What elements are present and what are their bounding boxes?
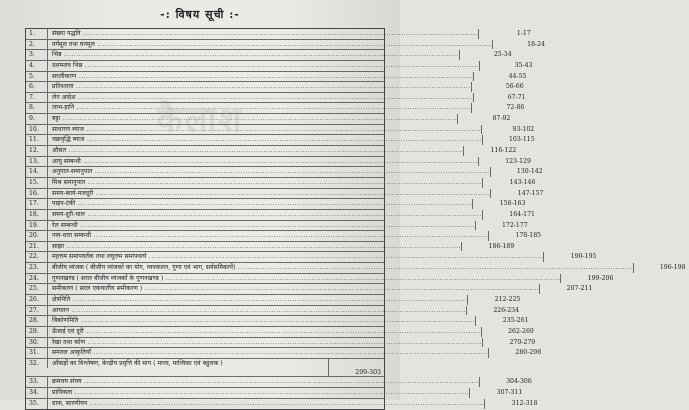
- toc-topic-text: भिन्न: [52, 51, 62, 59]
- toc-topic: [48, 252, 543, 262]
- toc-row: [26, 327, 534, 338]
- toc-topic-text: ऊँचाई एवं दूरी: [52, 327, 84, 335]
- toc-number: 25.: [26, 284, 48, 294]
- toc-row: [26, 82, 524, 93]
- dot-leader: ................................................................................................................................................................: [60, 115, 458, 123]
- dot-leader: ................................................................................................................................................................: [74, 104, 472, 112]
- toc-number: 9.: [26, 114, 48, 124]
- toc-topic-text: बीजीय व्यंजक ( बीजीय व्यंजकों का योग, व्यवकलन, गुणा एवं भाग, सर्वसमिकायें): [52, 264, 236, 272]
- toc-number: 20.: [26, 231, 48, 241]
- toc-page-range: 304-306: [479, 377, 535, 387]
- toc-topic: [48, 199, 472, 209]
- toc-topic: [48, 61, 479, 71]
- contents-table: [25, 28, 686, 410]
- toc-topic-text: वर्गमूल तथा घनमूल: [52, 40, 95, 48]
- toc-topic: [48, 327, 481, 337]
- toc-topic: [48, 399, 484, 410]
- toc-page-range: 1-17: [478, 29, 534, 39]
- toc-topic: [48, 82, 471, 92]
- toc-row: [26, 399, 538, 410]
- dot-leader: ................................................................................................................................................................: [82, 61, 480, 69]
- toc-row: [26, 93, 526, 104]
- dot-leader: ................................................................................................................................................................: [80, 30, 478, 37]
- dot-leader: ................................................................................................................................................................: [85, 338, 483, 346]
- dot-leader: ................................................................................................................................................................: [90, 349, 489, 357]
- toc-row: [26, 157, 531, 168]
- toc-topic-text: त्रिकोणमिति: [52, 317, 79, 325]
- toc-topic-text: चक्रवृद्धि ब्याज: [52, 136, 85, 144]
- dot-leader: ................................................................................................................................................................: [70, 296, 468, 304]
- toc-page-range: 72-86: [471, 103, 527, 113]
- dot-leader: ................................................................................................................................................................: [146, 253, 544, 261]
- toc-topic: [48, 93, 473, 103]
- toc-topic: [48, 125, 481, 135]
- toc-topic: [48, 306, 466, 316]
- toc-topic-text: रेखा तथा कोण: [52, 338, 86, 346]
- toc-page-range: 67-71: [473, 93, 529, 103]
- toc-page-range: 207-211: [539, 284, 595, 294]
- toc-row: [26, 114, 511, 125]
- toc-topic: [48, 114, 457, 124]
- toc-row: [26, 29, 531, 40]
- toc-number: 2.: [26, 40, 48, 50]
- dot-leader: ................................................................................................................................................................: [64, 242, 462, 250]
- toc-number: 1.: [26, 29, 48, 39]
- dot-leader: ................................................................................................................................................................: [84, 136, 482, 144]
- toc-topic-text: आयु सम्बन्धी: [52, 157, 81, 165]
- dot-leader: ................................................................................................................................................................: [72, 389, 470, 396]
- toc-topic-text: रेल सम्बन्धी: [52, 221, 78, 229]
- toc-row: [26, 40, 545, 51]
- toc-number: 13.: [26, 157, 48, 167]
- toc-number: 35.: [26, 399, 48, 410]
- toc-topic-text: समीकरण ( सरल एकघातीय समीकरण ): [52, 285, 143, 293]
- toc-topic: [48, 189, 490, 199]
- dot-leader: ................................................................................................................................................................: [94, 40, 492, 48]
- toc-number: 4.: [26, 61, 48, 71]
- toc-page-range: 143-146: [482, 178, 538, 188]
- toc-topic-text: बट्टा: [52, 115, 61, 123]
- toc-row: [26, 263, 686, 274]
- toc-page-range: 158-163: [472, 199, 528, 209]
- dot-leader: ................................................................................................................................................................: [85, 178, 483, 186]
- toc-row: [26, 295, 521, 306]
- toc-topic: [48, 231, 488, 241]
- toc-number: 31.: [26, 348, 48, 358]
- toc-row: [26, 125, 535, 136]
- toc-row: [26, 221, 528, 232]
- toc-number: 15.: [26, 178, 48, 188]
- toc-number: 17.: [26, 199, 48, 209]
- toc-topic-text: ग्राफ, सारणीयन: [52, 399, 88, 407]
- toc-topic-text: साझा: [52, 242, 65, 250]
- dot-leader: ................................................................................................................................................................: [163, 274, 561, 282]
- toc-topic: [48, 348, 488, 358]
- toc-number: 27.: [26, 306, 48, 316]
- toc-number: 26.: [26, 295, 48, 305]
- toc-number: 7.: [26, 93, 48, 103]
- toc-topic: [48, 263, 633, 273]
- toc-topic-text: सरलीकरण: [52, 72, 77, 80]
- toc-number: 23.: [26, 263, 48, 273]
- toc-topic-text: मिश्र समानुपात: [52, 178, 86, 186]
- toc-topic-text: प्रतिशतता: [52, 83, 74, 91]
- dot-leader: ................................................................................................................................................................: [68, 306, 467, 314]
- toc-topic-text: समय-दूरी-चाल: [52, 210, 85, 218]
- toc-page-range: 164-171: [482, 210, 538, 220]
- toc-row: [26, 316, 529, 327]
- toc-topic: [48, 316, 475, 326]
- dot-leader: ................................................................................................................................................................: [235, 264, 633, 272]
- toc-topic: [48, 50, 459, 60]
- toc-page-range: 299-303: [328, 359, 384, 377]
- dot-leader: ................................................................................................................................................................: [142, 285, 540, 293]
- toc-page-range: 44-55: [473, 72, 529, 82]
- toc-topic: [48, 274, 560, 284]
- toc-page-range: 196-198: [633, 263, 689, 273]
- toc-row: [26, 306, 520, 317]
- toc-topic: [48, 29, 478, 39]
- toc-row: [26, 178, 536, 189]
- dot-leader: ................................................................................................................................................................: [75, 93, 473, 101]
- toc-topic: [48, 103, 471, 113]
- toc-number: 8.: [26, 103, 48, 113]
- toc-topic: [48, 72, 473, 82]
- toc-page-range: 212-225: [467, 295, 523, 305]
- toc-page-range: 93-102: [481, 125, 537, 135]
- dot-leader: ................................................................................................................................................................: [76, 72, 474, 80]
- toc-topic: [48, 40, 492, 50]
- toc-page-range: 103-115: [482, 135, 538, 145]
- toc-page-range: 123-129: [478, 157, 534, 167]
- toc-topic-text: लाभ-हानि: [52, 104, 75, 112]
- toc-page-range: 116-122: [463, 146, 519, 156]
- toc-number: 11.: [26, 135, 48, 145]
- toc-row: [26, 377, 532, 388]
- toc-page-range: 280-298: [488, 348, 544, 358]
- toc-page-range: 18-24: [492, 40, 548, 50]
- toc-topic: [48, 221, 475, 231]
- page-title: -: विषय सूची :-: [160, 8, 240, 21]
- dot-leader: ................................................................................................................................................................: [83, 327, 481, 335]
- toc-row: [26, 242, 515, 253]
- toc-topic-text: संख्या पद्धति: [52, 30, 81, 37]
- toc-number: 22.: [26, 252, 48, 262]
- toc-topic-text: समय-कार्य-मजदूरी: [52, 189, 94, 197]
- toc-topic: [48, 338, 482, 348]
- toc-page-range: 312-318: [484, 399, 540, 410]
- toc-row: [26, 50, 512, 61]
- watermark-text: कैलाश: [156, 100, 244, 140]
- dot-leader: ................................................................................................................................................................: [66, 147, 464, 155]
- toc-page-range: 56-66: [471, 82, 527, 92]
- toc-topic-text: पाइप-टंकी: [52, 200, 76, 208]
- toc-number: 12.: [26, 146, 48, 156]
- toc-row: [26, 61, 533, 72]
- toc-row: [26, 284, 593, 295]
- dot-leader: ................................................................................................................................................................: [84, 210, 482, 218]
- toc-topic-text: दशमलव भिन्न: [52, 61, 83, 69]
- toc-topic: [48, 359, 328, 369]
- toc-number: 19.: [26, 221, 48, 231]
- toc-page-range: 190-195: [543, 252, 599, 262]
- dot-leader: ................................................................................................................................................................: [87, 399, 485, 407]
- toc-topic-text: गुणनखण्ड ( सरल बीजीय व्यंजकों के गुणनखण्ड ): [52, 274, 164, 282]
- toc-number: 18.: [26, 210, 48, 220]
- toc-topic: [48, 146, 463, 156]
- toc-page-range: 178-185: [488, 231, 544, 241]
- toc-number: 5.: [26, 72, 48, 82]
- toc-topic: [48, 167, 490, 177]
- toc-row: [26, 231, 542, 242]
- toc-page-range: 199-206: [560, 274, 616, 284]
- toc-row: [26, 210, 535, 221]
- toc-number: 6.: [26, 82, 48, 92]
- toc-number: 28.: [26, 316, 48, 326]
- dot-leader: ................................................................................................................................................................: [78, 317, 476, 325]
- toc-topic-text: क्षेत्रमिति: [52, 296, 71, 304]
- toc-topic: [48, 178, 482, 188]
- dot-leader: ................................................................................................................................................................: [73, 83, 471, 91]
- toc-row: [26, 348, 542, 359]
- toc-number: 30.: [26, 338, 48, 348]
- toc-page-range: 307-311: [469, 388, 525, 398]
- toc-page-range: 147-157: [490, 189, 546, 199]
- toc-topic: [48, 388, 469, 398]
- dot-leader: ................................................................................................................................................................: [84, 125, 482, 133]
- dot-leader: ................................................................................................................................................................: [93, 189, 491, 197]
- toc-page-range: 262-269: [481, 327, 537, 337]
- toc-topic-text: अनुपात-समानुपात: [52, 168, 93, 176]
- toc-number: 29.: [26, 327, 48, 337]
- toc-topic-text: लेन आदेश: [52, 93, 76, 101]
- dot-leader: ................................................................................................................................................................: [75, 200, 473, 208]
- toc-topic: [48, 210, 482, 220]
- toc-row: [26, 135, 535, 146]
- toc-topic: [48, 135, 482, 145]
- toc-row: [26, 274, 614, 285]
- dot-leader: ................................................................................................................................................................: [80, 157, 478, 165]
- toc-page-range: 172-177: [475, 221, 531, 231]
- dot-leader: ................................................................................................................................................................: [92, 168, 490, 176]
- toc-topic-text: आँकड़ों का विश्लेषण, केन्द्रीय प्रवृत्ति की माप ( माध्य, माध्यिका एवं बहुलक ): [52, 360, 223, 368]
- toc-row: [26, 359, 384, 378]
- toc-page-range: 226-234: [466, 306, 522, 316]
- toc-row: [26, 252, 597, 263]
- toc-row: [26, 103, 525, 114]
- toc-topic: [48, 242, 461, 252]
- toc-topic: [48, 295, 467, 305]
- toc-number: 10.: [26, 125, 48, 135]
- toc-page-range: 130-142: [490, 167, 546, 177]
- dot-leader: ................................................................................................................................................................: [90, 232, 489, 240]
- toc-row: [26, 167, 543, 178]
- toc-topic-text: साधारण ब्याज: [52, 125, 85, 133]
- toc-topic: [48, 284, 539, 294]
- toc-row: [26, 388, 523, 399]
- toc-number: 33.: [26, 377, 48, 387]
- toc-topic-text: नाव-धारा सम्बन्धी: [52, 232, 91, 240]
- toc-row: [26, 338, 536, 349]
- dot-leader: ................................................................................................................................................................: [81, 378, 479, 386]
- toc-page-range: 35-43: [479, 61, 535, 71]
- toc-number: 21.: [26, 242, 48, 252]
- toc-topic: [48, 157, 478, 167]
- toc-page-range: 87-92: [457, 114, 513, 124]
- toc-number: 14.: [26, 167, 48, 177]
- toc-row: [26, 146, 517, 157]
- dot-leader: ................................................................................................................................................................: [77, 221, 475, 229]
- toc-topic: [48, 377, 479, 387]
- toc-number: 32.: [26, 359, 48, 369]
- toc-number: 34.: [26, 388, 48, 398]
- toc-number: 16.: [26, 189, 48, 199]
- toc-number: 24.: [26, 274, 48, 284]
- toc-page-range: 186-189: [461, 242, 517, 252]
- toc-topic-text: आयतन: [52, 306, 69, 314]
- toc-topic-text: महत्तम समापवर्तक तथा लघुत्तम समापवर्त्य: [52, 253, 147, 261]
- toc-row: [26, 189, 544, 200]
- toc-page-range: 25-34: [459, 50, 515, 60]
- toc-row: [26, 72, 527, 83]
- toc-topic-text: औसत: [52, 147, 67, 155]
- toc-topic-text: प्रायिकता: [52, 389, 73, 396]
- toc-topic-text: क्रमचय संचय: [52, 378, 82, 386]
- toc-row: [26, 199, 526, 210]
- toc-number: 3.: [26, 50, 48, 60]
- toc-page-range: 270-279: [482, 338, 538, 348]
- toc-topic-text: समतल आकृतियाँ: [52, 349, 91, 357]
- toc-page-range: 235-261: [475, 316, 531, 326]
- dot-leader: ................................................................................................................................................................: [61, 51, 459, 59]
